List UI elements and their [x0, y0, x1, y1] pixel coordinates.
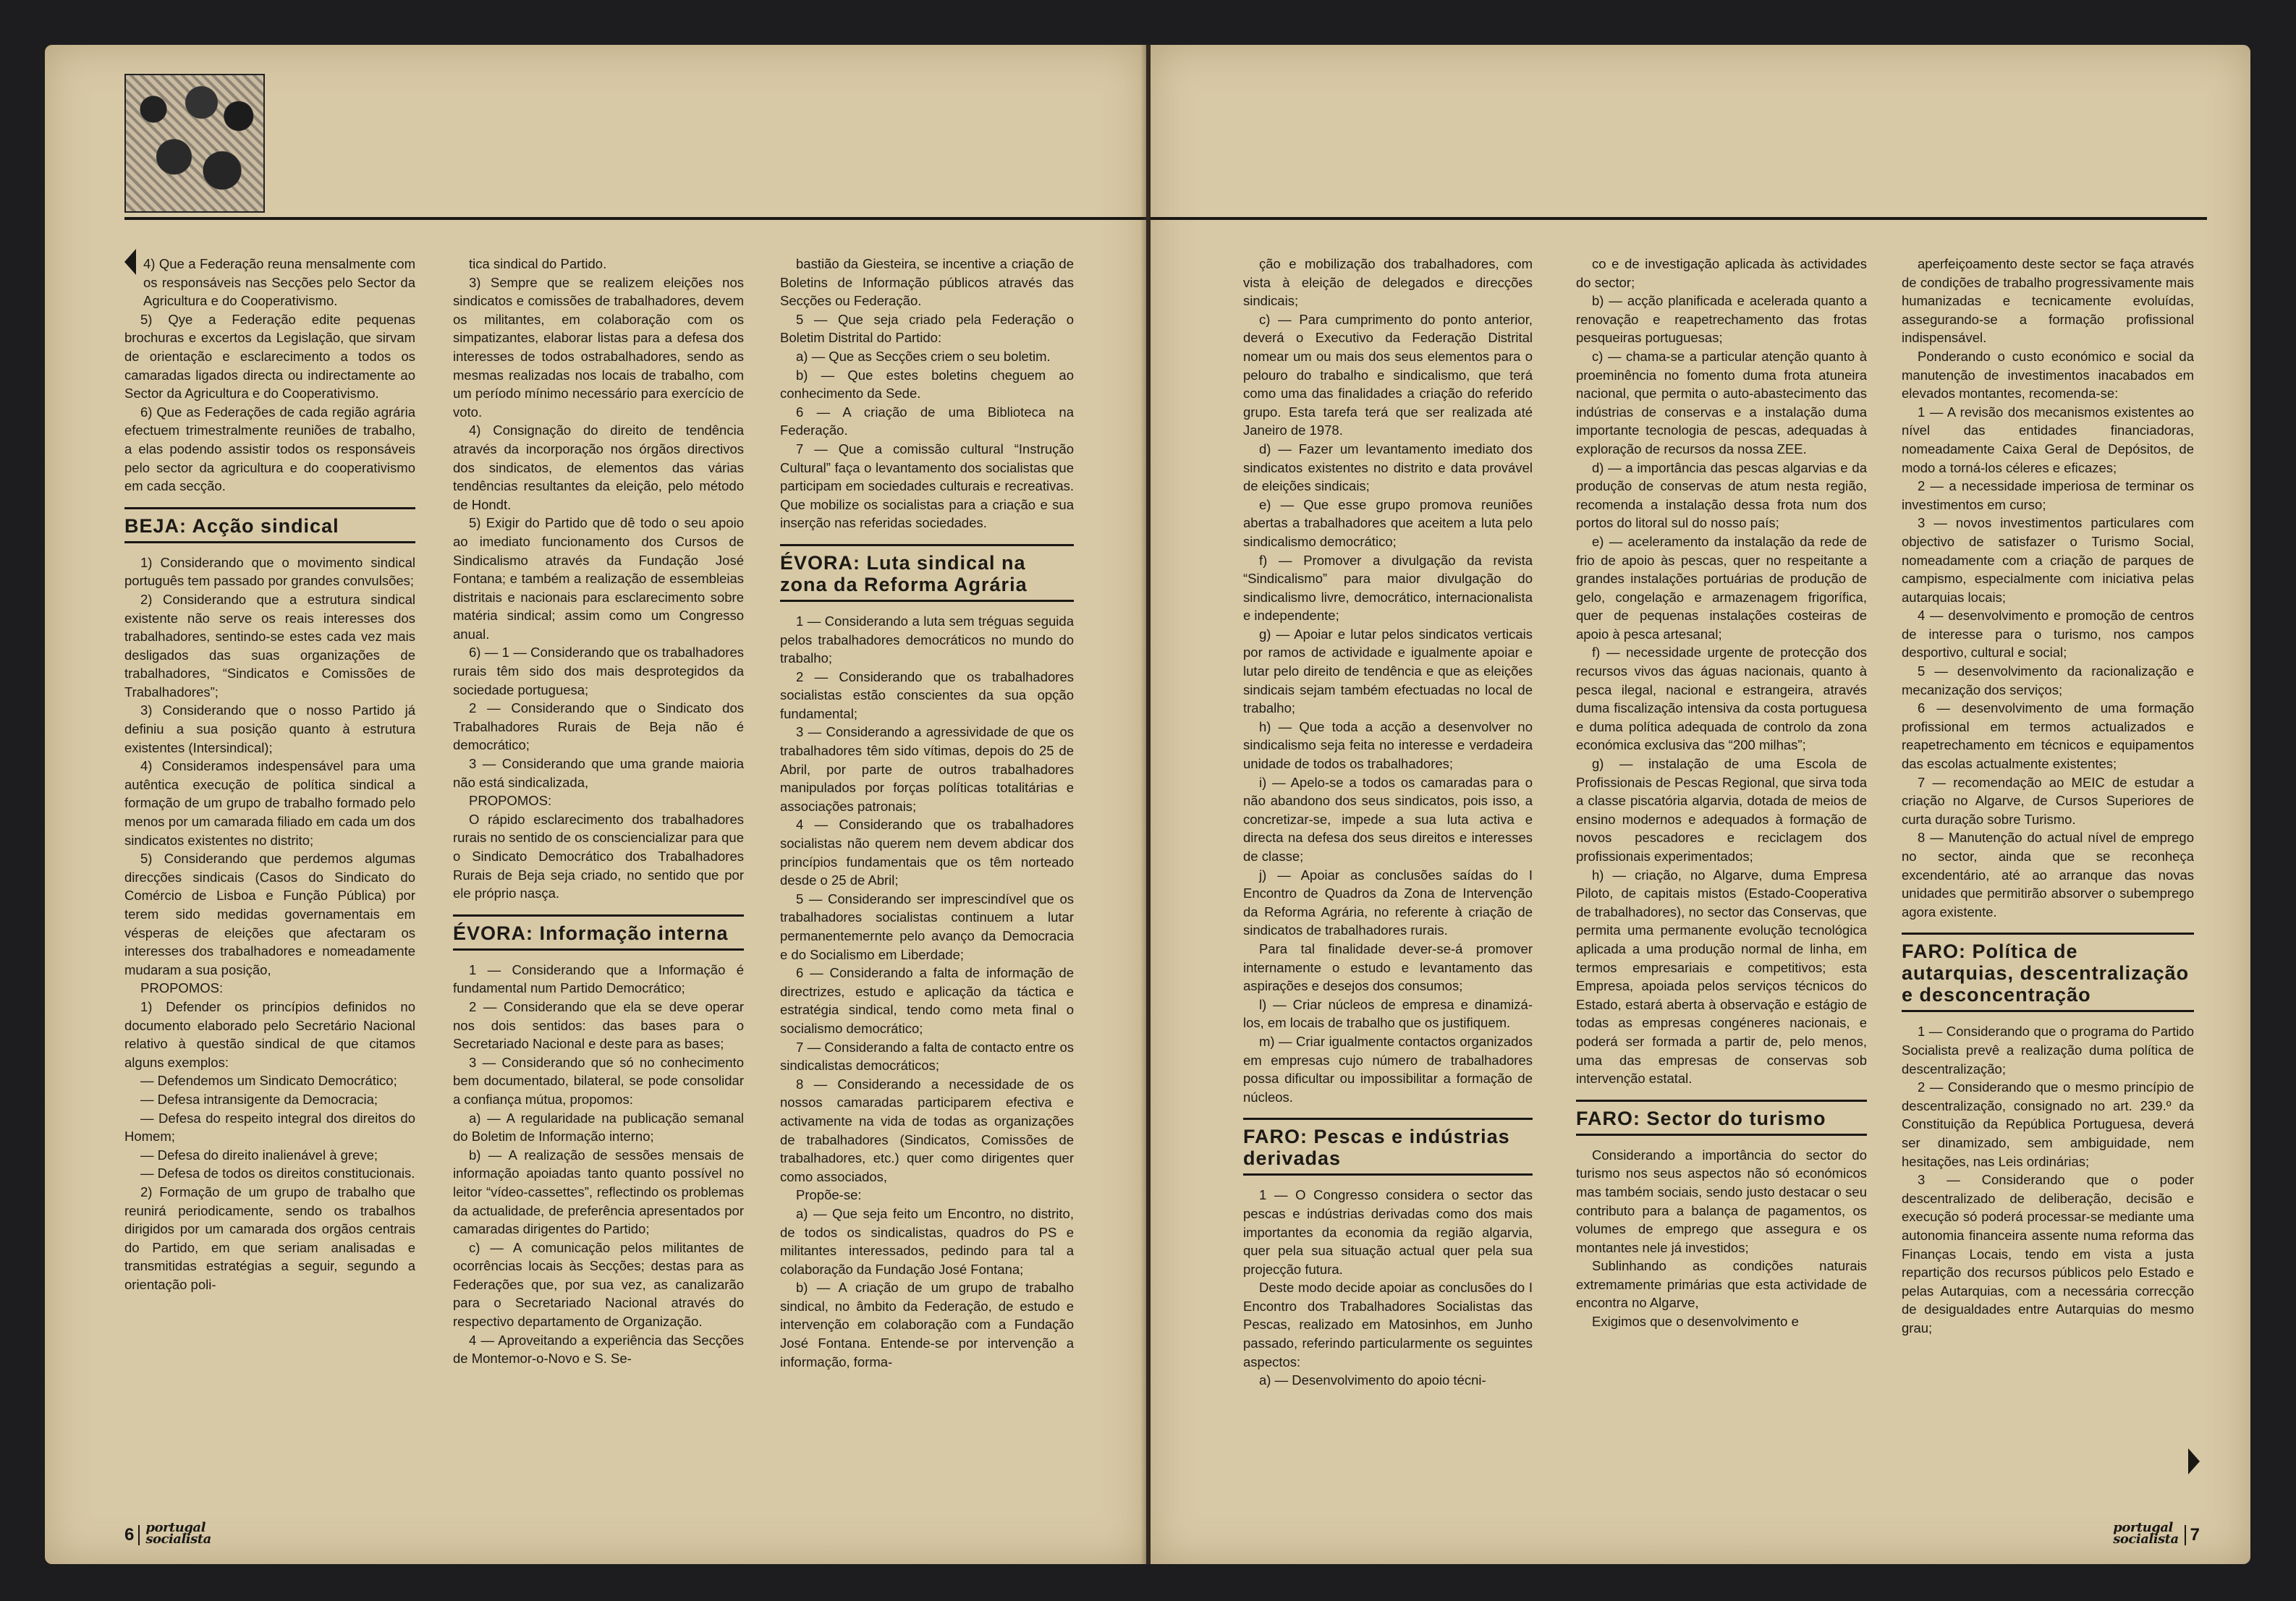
paragraph: a) — Que as Secções criem o seu boletim.: [796, 348, 1051, 364]
paragraph: 7 — recomendação ao MEIC de estudar a criação no Algarve, de Cursos Superiores de curta duração sobre Turismo.: [1902, 774, 2194, 827]
paragraph: PROPOMOS:: [140, 980, 224, 996]
paragraph: c) — A comunicação pelos militantes de ocorrências locais às Secções; destas para as Federações que, por sua vez, as canalizarão para o Secretariado Nacional através do respectivo departamento de Organização.: [453, 1239, 744, 1330]
paragraph: Sublinhando as condições naturais extremamente primárias que esta actividade de encontra no Algarve,: [1576, 1258, 1867, 1311]
paragraph: 2 — Considerando que ela se deve operar nos dois sentidos: das bases para o Secretariado Nacional e deste para as bases;: [453, 998, 744, 1052]
paragraph: g) — instalação de uma Escola de Profissionais de Pescas Regional, que sirva toda a classe piscatória algarvia, dotada de meios de ensino modernos e adequados à formação de novos pescadores e reciclagem dos profissionais experimentados;: [1576, 756, 1867, 864]
section-rule: [1576, 1100, 1867, 1102]
paragraph: — Defesa de todos os direitos constitucionais.: [140, 1165, 415, 1181]
brand-logo: portugal socialista: [145, 1520, 211, 1547]
paragraph: g) — Apoiar e lutar pelos sindicatos verticais por ramos de actividade e igualmente apoiar e lutar pelo direito de tendência e que as eleições sindicais sejam também efectuadas no local de trabalho;: [1243, 626, 1533, 716]
page-number: 6: [124, 1525, 140, 1545]
section-title: FARO: Pescas e indústrias derivadas: [1243, 1126, 1510, 1170]
section-title: FARO: Sector do turismo: [1576, 1107, 1826, 1129]
right-column-2: [1576, 255, 1867, 1331]
paragraph: 3 — Considerando que o poder descentralizado de deliberação, decisão e execução só poderá processar-se mediante uma autonomia financeira assente numa reforma das Finanças Locais, tendo em vista a justa repartição dos recursos públicos pelo Estado e pelas Autarquias, com a necessária correcção de desigualdades entre Autarquias do mesmo grau;: [1902, 1172, 2194, 1335]
top-rule: [1151, 217, 2207, 220]
paragraph: i) — Apelo-se a todos os camaradas para o não abandono dos seus sindicatos, pois isso, a concretizar-se, impede a sua luta activa e directa na defesa dos seus direitos e interesses de classe;: [1243, 774, 1533, 864]
paragraph: O rápido esclarecimento dos trabalhadores rurais no sentido de os consciencializar para que o Sindicato Democrático dos Trabalhadores Rurais de Beja seja criado, no sentido que por ele próprio nasça.: [453, 811, 744, 901]
paragraph: 1 — Considerando que o programa do Partido Socialista prevê a realização duma política de descentralização;: [1902, 1024, 2194, 1076]
right-page: [1151, 45, 2250, 1564]
right-column-1: [1243, 255, 1533, 1390]
section-heading: [1902, 933, 2194, 1012]
section-title: BEJA: Acção sindical: [124, 514, 339, 537]
paragraph: 5 — desenvolvimento da racionalização e mecanização dos serviços;: [1902, 663, 2194, 697]
section-heading: [1576, 1100, 1867, 1136]
paragraph: 1 — O Congresso considera o sector das pescas e indústrias derivadas como dos mais importantes da economia da região algarvia, quer pela sua situação actual quer pela sua projecção futura.: [1243, 1187, 1533, 1277]
paragraph: Deste modo decide apoiar as conclusões do I Encontro dos Trabalhadores Socialistas das Pescas, realizado em Matosinhos, em Junho passado, referindo particularmente os seguintes aspectos:: [1243, 1280, 1533, 1369]
left-page-footer: [124, 1522, 211, 1545]
paragraph: co e de investigação aplicada às actividades do sector;: [1576, 256, 1867, 290]
paragraph: a) — Desenvolvimento do apoio técni-: [1259, 1372, 1486, 1388]
paragraph: c) — chama-se a particular atenção quanto à proeminência no fomento duma frota atuneira nacional, que permita o auto-abastecimento das indústrias de conservas e a instalação duma importante tecnologia de pescas, adequadas à exploração de recursos da nossa ZEE.: [1576, 348, 1867, 456]
paragraph: m) — Criar igualmente contactos organizados em empresas cujo número de trabalhadores possa dificultar ou impossibilitar a formação de núcleos.: [1243, 1033, 1533, 1105]
section-rule: [1243, 1118, 1533, 1120]
paragraph: ção e mobilização dos trabalhadores, com vista à eleição de delegados e direcções sindicais;: [1243, 256, 1533, 309]
paragraph: 7 — Considerando a falta de contacto entre os sindicalistas democráticos;: [780, 1039, 1074, 1074]
paragraph: 4 — desenvolvimento e promoção de centros de interesse para o turismo, nos campos desportivo, cultural e social;: [1902, 608, 2194, 661]
section-heading: [453, 914, 744, 951]
paragraph: tica sindical do Partido.: [469, 256, 607, 271]
paragraph: a) — A regularidade na publicação semanal do Boletim de Informação interno;: [453, 1110, 744, 1145]
paragraph: 2) Considerando que a estrutura sindical existente não serve os reais interesses dos trabalhadores, sentindo-se estes cada vez mais desligados das suas organizações de trabalhadores, “Sindicatos e Comissões de Trabalhadores”;: [124, 591, 415, 700]
paragraph: 5 — Considerando ser imprescindível que os trabalhadores socialistas continuem a lutar permanentemernte pelo avanço da Democracia e do Socialismo em Liberdade;: [780, 891, 1074, 962]
paragraph: h) — criação, no Algarve, duma Empresa Piloto, de capitais mistos (Estado-Cooperativa de trabalhadores), no sector das Conservas, que permita uma permanente evolução tecnológica aplicada a uma produção normal de linha, em termos empresariais e competitivos; esta Empresa, apoiada pelos serviços técnicos do Estado, estará aberta à observação e estágio de todas as empresas congéneres nacionais, e poderá ser formada a partir de, pelo menos, uma das empresas de conservas sob intervenção estatal.: [1576, 867, 1867, 1087]
paragraph: h) — Que toda a acção a desenvolver no sindicalismo seja feita no interesse e verdadeira unidade de todos os trabalhadores;: [1243, 718, 1533, 772]
section-heading: [1243, 1118, 1533, 1176]
section-rule: [453, 948, 744, 951]
paragraph: 3 — Considerando que só no conhecimento bem documentado, bilateral, se pode consolidar a confiança mútua, propomos:: [453, 1054, 744, 1107]
paragraph: 6 — Considerando a falta de informação de directrizes, estudo e aplicação da táctica e estratégia sindical, tendo como meta final o socialismo democrático;: [780, 965, 1074, 1036]
paragraph: a) — Que seja feito um Encontro, no distrito, de todos os sindicalistas, quadros do PS e militantes interessados, pedindo para tal a colaboração da Fundação José Fontana;: [780, 1205, 1074, 1277]
section-rule: [1902, 933, 2194, 935]
paragraph: l) — Criar núcleos de empresa e dinamizá-los, em locais de trabalho que os justifiquem.: [1243, 996, 1533, 1031]
paragraph: j) — Apoiar as conclusões saídas do I Encontro de Quadros da Zona de Intervenção da Reforma Agrária, no referente à criação de sindicatos de trabalhadores rurais.: [1243, 867, 1533, 938]
paragraph: 8 — Manutenção do actual nível de emprego no sector, ainda que se reconheça excendentário, até ao arranque das novas unidades que permitirão absorver o subemprego agora existente.: [1902, 830, 2194, 920]
paragraph: b) — acção planificada e acelerada quanto a renovação e reapetrechamento das frotas pesqueiras portuguesas;: [1576, 293, 1867, 346]
paragraph: — Defesa intransigente da Democracia;: [140, 1091, 378, 1107]
paragraph: 5) Considerando que perdemos algumas direcções sindicais (Casos do Sindicato do Comércio de Lisboa e Função Pública) por terem sido medidas governamentais em vésperas de eleições que afectaram os interesses dos trabalhadores e nomeadamente mudaram a sua posição,: [124, 851, 415, 977]
paragraph: 6) Que as Federações de cada região agrária efectuem trimestralmente reuniões de trabalho, a elas podendo assistir todos os responsáveis pelo sector da agricultura e do cooperativismo em cada secção.: [124, 404, 415, 494]
paragraph: bastião da Giesteira, se incentive a criação de Boletins de Informação públicos através das Secções ou Federação.: [780, 256, 1074, 309]
section-rule: [1576, 1134, 1867, 1136]
paragraph: 2 — a necessidade imperiosa de terminar os investimentos em curso;: [1902, 478, 2194, 512]
right-page-footer: [2113, 1522, 2200, 1545]
paragraph: 5 — Que seja criado pela Federação o Boletim Distrital do Partido:: [780, 311, 1074, 346]
paragraph: PROPOMOS:: [469, 793, 552, 809]
paragraph: 4) Consideramos indespensável para uma autêntica execução de política sindical a formação de um grupo de trabalho formado pelo menos por um camarada filiado em cada um dos sindicatos existentes no distrito;: [124, 758, 415, 848]
paragraph: 4 — Aproveitando a experiência das Secções de Montemor-o-Novo e S. Se-: [453, 1332, 744, 1367]
paragraph: e) — aceleramento da instalação da rede de frio de apoio às pescas, quer no respeitante a grandes instalações portuárias de produção de gelo, congelação e armazenagem frigorífica, quer de pequenas instalações costeiras de apoio à pesca artesanal;: [1576, 533, 1867, 642]
left-column-3: [780, 255, 1074, 1371]
paragraph: 8 — Considerando a necessidade de os nossos camaradas participarem efectiva e activamente na vida de todas as organizações de trabalhadores (Sindicatos, Comissões de trabalhadores, etc.) quer como dirigentes quer como associados,: [780, 1076, 1074, 1184]
paragraph: b) — A realização de sessões mensais de informação apoiadas tanto quanto possível no leitor “vídeo-cassettes”, reflectindo os problemas da actualidade, de preferência apresentados por camaradas dirigentes do Partido;: [453, 1147, 744, 1237]
top-rule: [124, 217, 1146, 220]
section-rule: [453, 914, 744, 917]
paragraph: b) — A criação de um grupo de trabalho sindical, no âmbito da Federação, de estudo e intervenção em colaboração com a Fundação José Fontana. Entende-se por intervenção a informação, forma-: [780, 1280, 1074, 1369]
paragraph: f) — Promover a divulgação da revista “Sindicalismo” para maior divulgação do sindicalismo livre, democrático, internacionalista e independente;: [1243, 552, 1533, 624]
brand-logo: portugal socialista: [2113, 1520, 2179, 1547]
paragraph: — Defendemos um Sindicato Democrático;: [140, 1073, 397, 1089]
paragraph: e) — Que esse grupo promova reuniões abertas a trabalhadores que aceitem a luta pelo sindicalismo democrático;: [1243, 496, 1533, 549]
section-rule: [124, 541, 415, 543]
paragraph: 3) Sempre que se realizem eleições nos sindicatos e comissões de trabalhadores, devem os militantes, em colaboração com os simpatizantes, elaborar listas para a defesa dos interesses de todos ostrabalhadores, sendo as mesmas realizadas nos locais de trabalho, com um período mínimo necessário para exercício de voto.: [453, 274, 744, 420]
paragraph: 2 — Considerando que o Sindicato dos Trabalhadores Rurais de Beja não é democrático;: [453, 700, 744, 753]
left-column-2: [453, 255, 744, 1368]
paragraph: 5) Exigir do Partido que dê todo o seu apoio ao imediato funcionamento dos Cursos de Sindicalismo através da Fundação José Fontana; e também a realização de essembleias distritais e nacionais para esclarecimento sobre matéria sindical; assim como um Congresso anual.: [453, 515, 744, 642]
paragraph: Exigimos que o desenvolvimento e: [1592, 1314, 1799, 1330]
paragraph: Ponderando o custo económico e social da manutenção de investimentos inacabados em elevados montantes, recomenda-se:: [1902, 348, 2194, 402]
paragraph: 6 — A criação de uma Biblioteca na Federação.: [780, 404, 1074, 438]
paragraph: 4) Consignação do direito de tendência através da incorporação nos órgãos directivos dos sindicatos, de elementos das várias tendências resultantes da eleição, pelo método de Hondt.: [453, 422, 744, 512]
left-page: [45, 45, 1146, 1564]
section-rule: [1902, 1010, 2194, 1012]
paragraph: f) — necessidade urgente de protecção dos recursos vivos das águas nacionais, quanto à pesca ilegal, nacional e estrangeira, através duma fiscalização intensiva da costa portuguesa e duma política adequada de controlo da zona económica exclusiva das “200 milhas”;: [1576, 645, 1867, 753]
section-rule: [780, 600, 1074, 602]
paragraph: — Defesa do respeito integral dos direitos do Homem;: [124, 1110, 415, 1145]
paragraph: 2 — Considerando que o mesmo princípio de descentralização, consignado no art. 239.º da Constituição da República Portuguesa, deverá ser dinamizado, sem ambiguidade, nem hesitações, nas Leis ordinárias;: [1902, 1079, 2194, 1169]
paragraph: d) — Fazer um levantamento imediato dos sindicatos existentes no distrito e data provável de eleições sindicais;: [1243, 441, 1533, 494]
paragraph: 1) Defender os princípios definidos no documento elaborado pelo Secretário Nacional relativo à questão sindical de que citamos alguns exemplos:: [124, 998, 415, 1070]
paragraph: 3 — Considerando que uma grande maioria não está sindicalizada,: [453, 756, 744, 790]
paragraph: — Defesa do direito inalienável à greve;: [140, 1147, 378, 1163]
paragraph: 1 — A revisão dos mecanismos existentes ao nível das entidades financiadoras, nomeadamente Caixa Geral de Depósitos, de modo a torná-los céleres e eficazes;: [1902, 404, 2194, 475]
paragraph: Propõe-se:: [796, 1187, 862, 1203]
paragraph: 3 — Considerando a agressividade de que os trabalhadores têm sido vítimas, depois do 25 de Abril, por parte de outros trabalhadores manipulados por forças políticas totalitárias e associações patronais;: [780, 724, 1074, 814]
paragraph: Considerando a importância do sector do turismo nos seus aspectos não só económicos mas também sociais, sendo justo destacar o seu contributo para a balança de pagamentos, os volumes de emprego que assegura e os montantes nele já investidos;: [1576, 1147, 1867, 1255]
paragraph: 6 — desenvolvimento de uma formação profissional em termos actualizados e reapetrechamento em técnicos e equipamentos das escolas actualmente existentes;: [1902, 700, 2194, 772]
left-column-1: [124, 255, 415, 1294]
paragraph: aperfeiçoamento deste sector se faça através de condições de trabalho progressivamente mais humanizadas e tecnicamente evoluídas, assegurando-se a formação profissional indispensável.: [1902, 256, 2194, 346]
paragraph: 3 — novos investimentos particulares com objectivo de satisfazer o Turismo Social, nomeadamente com a criação de parques de campismo, especialmente com iniciativa pelas autarquias locais;: [1902, 515, 2194, 605]
paragraph: 1) Considerando que o movimento sindical português tem passado por grandes convulsões;: [124, 554, 415, 589]
right-column-3: [1902, 255, 2194, 1337]
paragraph: 3) Considerando que o nosso Partido já definiu a sua posição quanto à estrutura existentes (Intersindical);: [124, 702, 415, 755]
paragraph: 7 — Que a comissão cultural “Instrução Cultural” faça o levantamento dos socialistas que participam em sociedades culturais e recreativas. Que mobilize os socialistas para a criação e sua inserção nas referidas sociedades.: [780, 441, 1074, 531]
section-rule: [124, 507, 415, 509]
paragraph: 1 — Considerando que a Informação é fundamental num Partido Democrático;: [453, 961, 744, 996]
section-rule: [780, 544, 1074, 546]
section-heading: [124, 507, 415, 543]
section-title: ÉVORA: Informação interna: [453, 922, 729, 944]
paragraph: d) — a importância das pescas algarvias e da produção de conservas de atum nesta região, recomenda a instalação dessa frota num dos portos do litoral sul do nosso país;: [1576, 459, 1867, 531]
header-photo-collage: [124, 74, 265, 213]
section-title: FARO: Política de autarquias, descentralização e desconcentração: [1902, 940, 2190, 1006]
paragraph: c) — Para cumprimento do ponto anterior, deverá o Executivo da Federação Distrital nomear um ou mais dos seus elementos para o pelouro do trabalho e sindicalismo, que terá como uma das finalidades a criação do referido grupo. Esta tarefa terá que ser realizada até Janeiro de 1978.: [1243, 311, 1533, 438]
paragraph: b) — Que estes boletins cheguem ao conhecimento da Sede.: [780, 367, 1074, 402]
section-heading: [780, 544, 1074, 602]
paragraph: 6) — 1 — Considerando que os trabalhadores rurais têm sido dos mais desprotegidos da sociedade portuguesa;: [453, 645, 744, 697]
paragraph: Para tal finalidade dever-se-á promover internamente o estudo e levantamento das aspirações e desejos dos consumos;: [1243, 940, 1533, 994]
paragraph: 2 — Considerando que os trabalhadores socialistas estão conscientes da sua opção fundamental;: [780, 668, 1074, 721]
section-title: ÉVORA: Luta sindical na zona da Reforma Agrária: [780, 551, 1028, 595]
paragraph: 4) Que a Federação reuna mensalmente com os responsáveis nas Secções pelo Sector da Agricultura e do Cooperativismo.: [143, 256, 415, 309]
section-rule: [1243, 1173, 1533, 1176]
page-number: 7: [2185, 1525, 2200, 1545]
paragraph: 2) Formação de um grupo de trabalho que reunirá periodicamente, sendo os trabalhos dirigidos por um camarada dos orgãos centrais do Partido, em que seriam analisadas e transmitidas estratégias a seguir, segundo a orientação poli-: [124, 1184, 415, 1292]
paragraph: 5) Qye a Federação edite pequenas brochuras e excertos da Legislação, que sirvam de orientação e esclarecimento a todos os camaradas ligados directa ou indirectamente ao Sector da Agricultura e do Cooperativismo.: [124, 311, 415, 402]
paragraph: 1 — Considerando a luta sem tréguas seguida pelos trabalhadores democráticos no mundo do trabalho;: [780, 613, 1074, 666]
paragraph: 4 — Considerando que os trabalhadores socialistas não querem nem devem abdicar dos princípios fundamentais que os têm norteado desde o 25 de Abril;: [780, 817, 1074, 888]
continuation-arrow-icon: [2188, 1448, 2200, 1474]
